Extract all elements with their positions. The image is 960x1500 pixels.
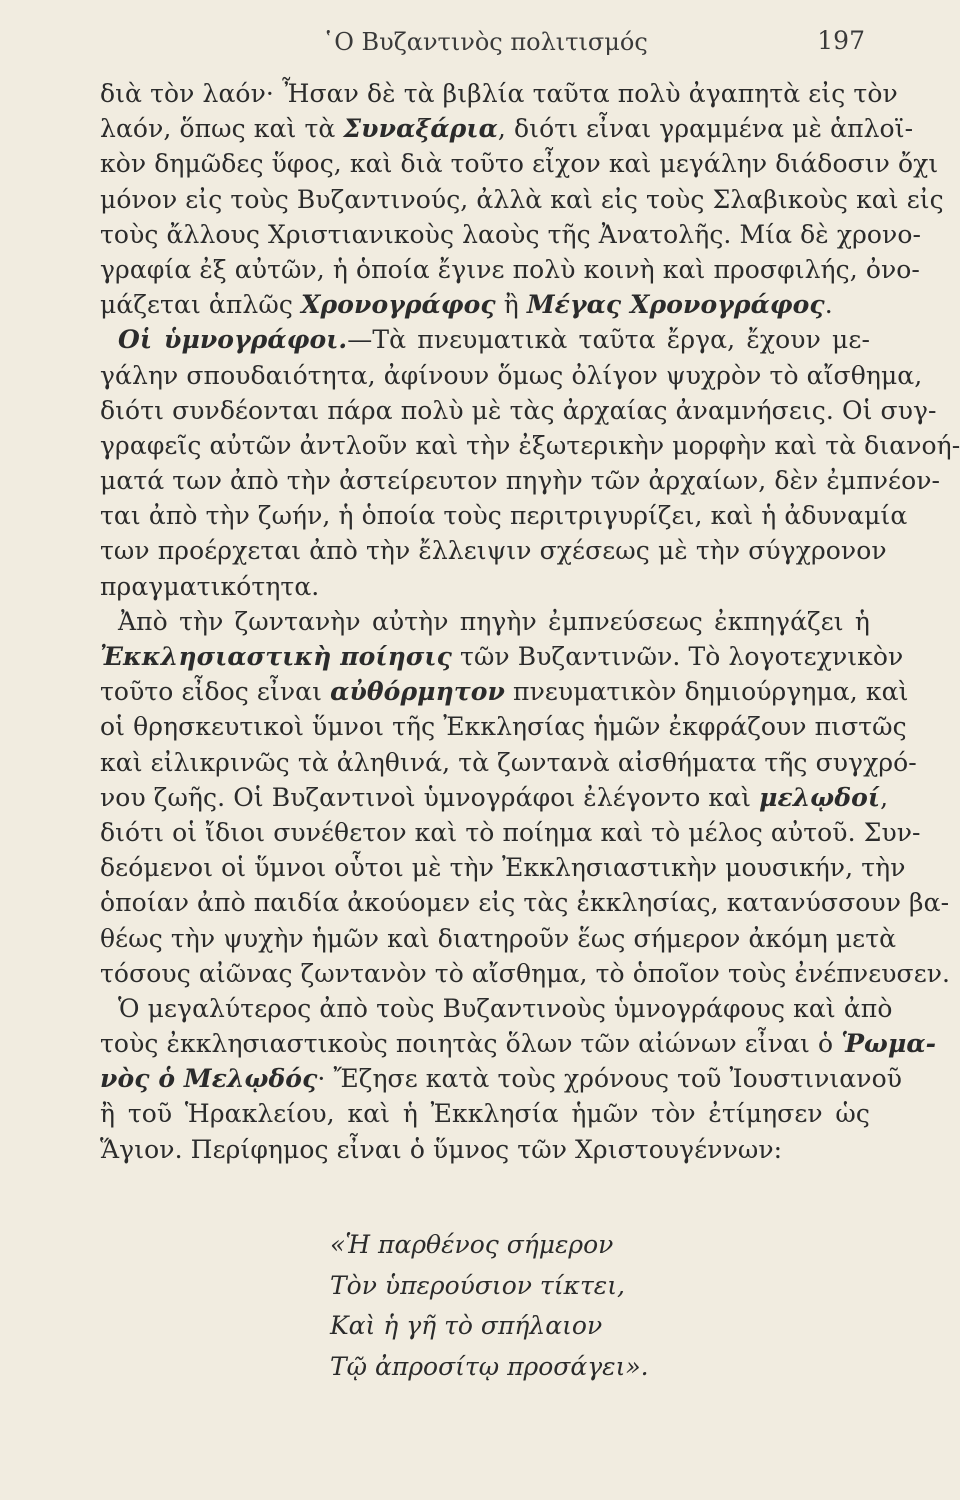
text-line [100, 463, 941, 498]
text-run: πνευματικὸν δημιούργημα, καὶ [505, 677, 909, 707]
text-run: οἱ θρησκευτικοὶ ὕμνοι τῆς Ἐκκλησίας ἡμῶν ἐκφράζουν πιστῶς [100, 712, 907, 742]
text-line [100, 358, 923, 393]
text-line [100, 639, 904, 674]
text-run: τοὺς ἄλλους Χριστιανικοὺς λαοὺς τῆς Ἀνατολῆς. Μία δὲ χρονο- [100, 219, 922, 249]
text-run: · Ἔζησε κατὰ τοὺς χρόνους τοῦ Ἰουστινιανοῦ [317, 1064, 903, 1094]
text-run: διότι οἱ ἴδιοι συνέθετον καὶ τὸ ποίημα καὶ τὸ μέλος αὐτοῦ. Συν- [100, 817, 921, 847]
text-line [100, 1026, 937, 1061]
text-run: καὶ εἰλικρινῶς τὰ ἀληθινά, τὰ ζωντανὰ αἰσθήματα τῆς συγχρό- [100, 747, 917, 777]
text-run: ματά των ἀπὸ τὴν ἀστείρευτον πηγὴν τῶν ἀρχαίων, δὲν ἐμπνέον- [100, 466, 941, 496]
text-line [100, 956, 951, 991]
text-run: , διότι εἶναι γραμμένα μὲ ἁπλοϊ- [497, 114, 914, 144]
text-run: Ἀπὸ τὴν ζωντανὴν αὐτὴν πηγὴν ἐμπνεύσεως ἐκπηγάζει ἡ [118, 606, 870, 636]
text-line [100, 182, 944, 217]
text-run: θέως τὴν ψυχὴν ἡμῶν καὶ διατηροῦν ἕως σήμερον ἀκόμη μετὰ [100, 923, 897, 953]
text-line [100, 252, 920, 287]
text-line [100, 921, 897, 956]
text-line [100, 815, 921, 850]
text-line [100, 428, 960, 463]
page-number: 197 [817, 26, 865, 55]
text-run: τῶν Βυζαντινῶν. Τὸ λογοτεχνικὸν [451, 642, 904, 671]
text-run: νου ζωῆς. Οἱ Βυζαντινοὶ ὑμνογράφοι ἐλέγοντο καὶ [100, 782, 760, 812]
text-run: λαόν, ὅπως καὶ τὰ [100, 114, 344, 144]
text-run: δεόμενοι οἱ ὕμνοι οὗτοι μὲ τὴν Ἐκκλησιαστικὴν μουσικήν, τὴν [100, 853, 906, 883]
hymn-line: Τὸν ὑπερούσιον τίκτει, [330, 1270, 625, 1300]
text-line [100, 287, 870, 322]
text-line [100, 604, 870, 639]
text-line [100, 1061, 903, 1096]
text-run: γραφία ἐξ αὐτῶν, ἡ ὁποία ἔγινε πολὺ κοινὴ καὶ προσφιλής, ὀνο- [100, 254, 920, 284]
text-line [100, 111, 914, 146]
text-run: ἢ τοῦ Ἡρακλείου, καὶ ἡ Ἐκκλησία ἡμῶν τὸν ἐτίμησεν ὡς [100, 1099, 870, 1129]
text-line [100, 498, 908, 533]
text-run: τόσους αἰῶνας ζωντανὸν τὸ αἴσθημα, τὸ ὁποῖον τοὺς ἐνέπνευσεν. [100, 958, 951, 988]
running-title: ῾Ο Βυζαντινὸς πολιτισμός [322, 28, 648, 56]
text-run: κὸν δημῶδες ὕφος, καὶ διὰ τοῦτο εἶχον καὶ μεγάλην διάδοσιν ὄχι [100, 149, 939, 179]
text-run: Ἅγιον. Περίφημος εἶναι ὁ ὕμνος τῶν Χριστουγέννων: [100, 1134, 783, 1164]
text-line [100, 393, 937, 428]
emphasized-term: Οἱ ὑμνογράφοι. [118, 325, 348, 355]
text-line [100, 533, 887, 568]
emphasized-term: νὸς ὁ Μελῳδός [100, 1064, 318, 1094]
text-run: ται ἀπὸ τὴν ζωήν, ἡ ὁποία τοὺς περιτριγυρίζει, καὶ ἡ ἀδυναμία [100, 501, 908, 531]
hymn-line: Τῷ ἀπροσίτῳ προσάγει». [330, 1351, 649, 1381]
text-line [100, 885, 950, 920]
emphasized-term: Χρονογράφος [301, 290, 496, 320]
emphasized-term: Μέγας Χρονογράφος [526, 290, 825, 320]
emphasized-term: Συναξάρια [343, 114, 498, 144]
text-line [100, 780, 889, 815]
running-head [110, 22, 865, 62]
text-line [100, 1132, 870, 1167]
text-line [100, 1096, 870, 1131]
text-line [100, 745, 917, 780]
emphasized-term: Ῥωμα- [841, 1029, 937, 1059]
text-run: , [880, 782, 889, 812]
text-line [100, 322, 870, 357]
hymn-line: Καὶ ἡ γῆ τὸ σπήλαιον [330, 1311, 603, 1340]
text-run: των προέρχεται ἀπὸ τὴν ἔλλειψιν σχέσεως μὲ τὴν σύγχρονον [100, 536, 887, 566]
text-line [100, 569, 870, 604]
hymn-quote [330, 1225, 850, 1387]
text-run: διότι συνδέονται πάρα πολὺ μὲ τὰς ἀρχαίας ἀναμνήσεις. Οἱ συγ- [100, 395, 937, 425]
text-line [100, 991, 893, 1026]
text-run: μάζεται ἁπλῶς [100, 290, 301, 320]
text-run: ὁποίαν ἀπὸ παιδία ἀκούομεν εἰς τὰς ἐκκλησίας, κατανύσσουν βα- [100, 888, 950, 918]
text-run: μόνον εἰς τοὺς Βυζαντινούς, ἀλλὰ καὶ εἰς τοὺς Σλαβικοὺς καὶ εἰς [100, 184, 944, 214]
text-line [100, 146, 939, 181]
text-line [100, 76, 898, 111]
text-run: τοῦτο εἶδος εἶναι [100, 677, 331, 707]
body-text [100, 76, 960, 1167]
text-line [100, 217, 922, 252]
text-run: ἢ [495, 290, 527, 320]
text-line [100, 709, 907, 744]
text-run: . [824, 290, 833, 320]
text-run: διὰ τὸν λαόν· Ἦσαν δὲ τὰ βιβλία ταῦτα πολὺ ἀγαπητὰ εἰς τὸν [100, 79, 898, 108]
text-run: γραφεῖς αὐτῶν ἀντλοῦν καὶ τὴν ἐξωτερικὴν μορφὴν καὶ τὰ διανοή- [100, 430, 960, 460]
emphasized-term: αὐθόρμητον [330, 677, 505, 707]
text-line [100, 674, 909, 709]
text-run: τοὺς ἐκκλησιαστικοὺς ποιητὰς ὅλων τῶν αἰώνων εἶναι ὁ [100, 1029, 842, 1059]
text-line [100, 850, 906, 885]
text-run: γάλην σπουδαιότητα, ἀφίνουν ὅμως ὀλίγον ψυχρὸν τὸ αἴσθημα, [100, 360, 923, 390]
hymn-line: «Ἡ παρθένος σήμερον [330, 1230, 614, 1259]
text-run: πραγματικότητα. [100, 571, 320, 601]
emphasized-term: μελῳδοί [759, 782, 881, 812]
text-run: Ὁ μεγαλύτερος ἀπὸ τοὺς Βυζαντινοὺς ὑμνογράφους καὶ ἀπὸ [118, 993, 893, 1023]
emphasized-term: Ἐκκλησιαστικὴ ποίησις [100, 642, 452, 671]
text-run: —Τὰ πνευματικὰ ταῦτα ἔργα, ἔχουν με- [347, 325, 871, 355]
